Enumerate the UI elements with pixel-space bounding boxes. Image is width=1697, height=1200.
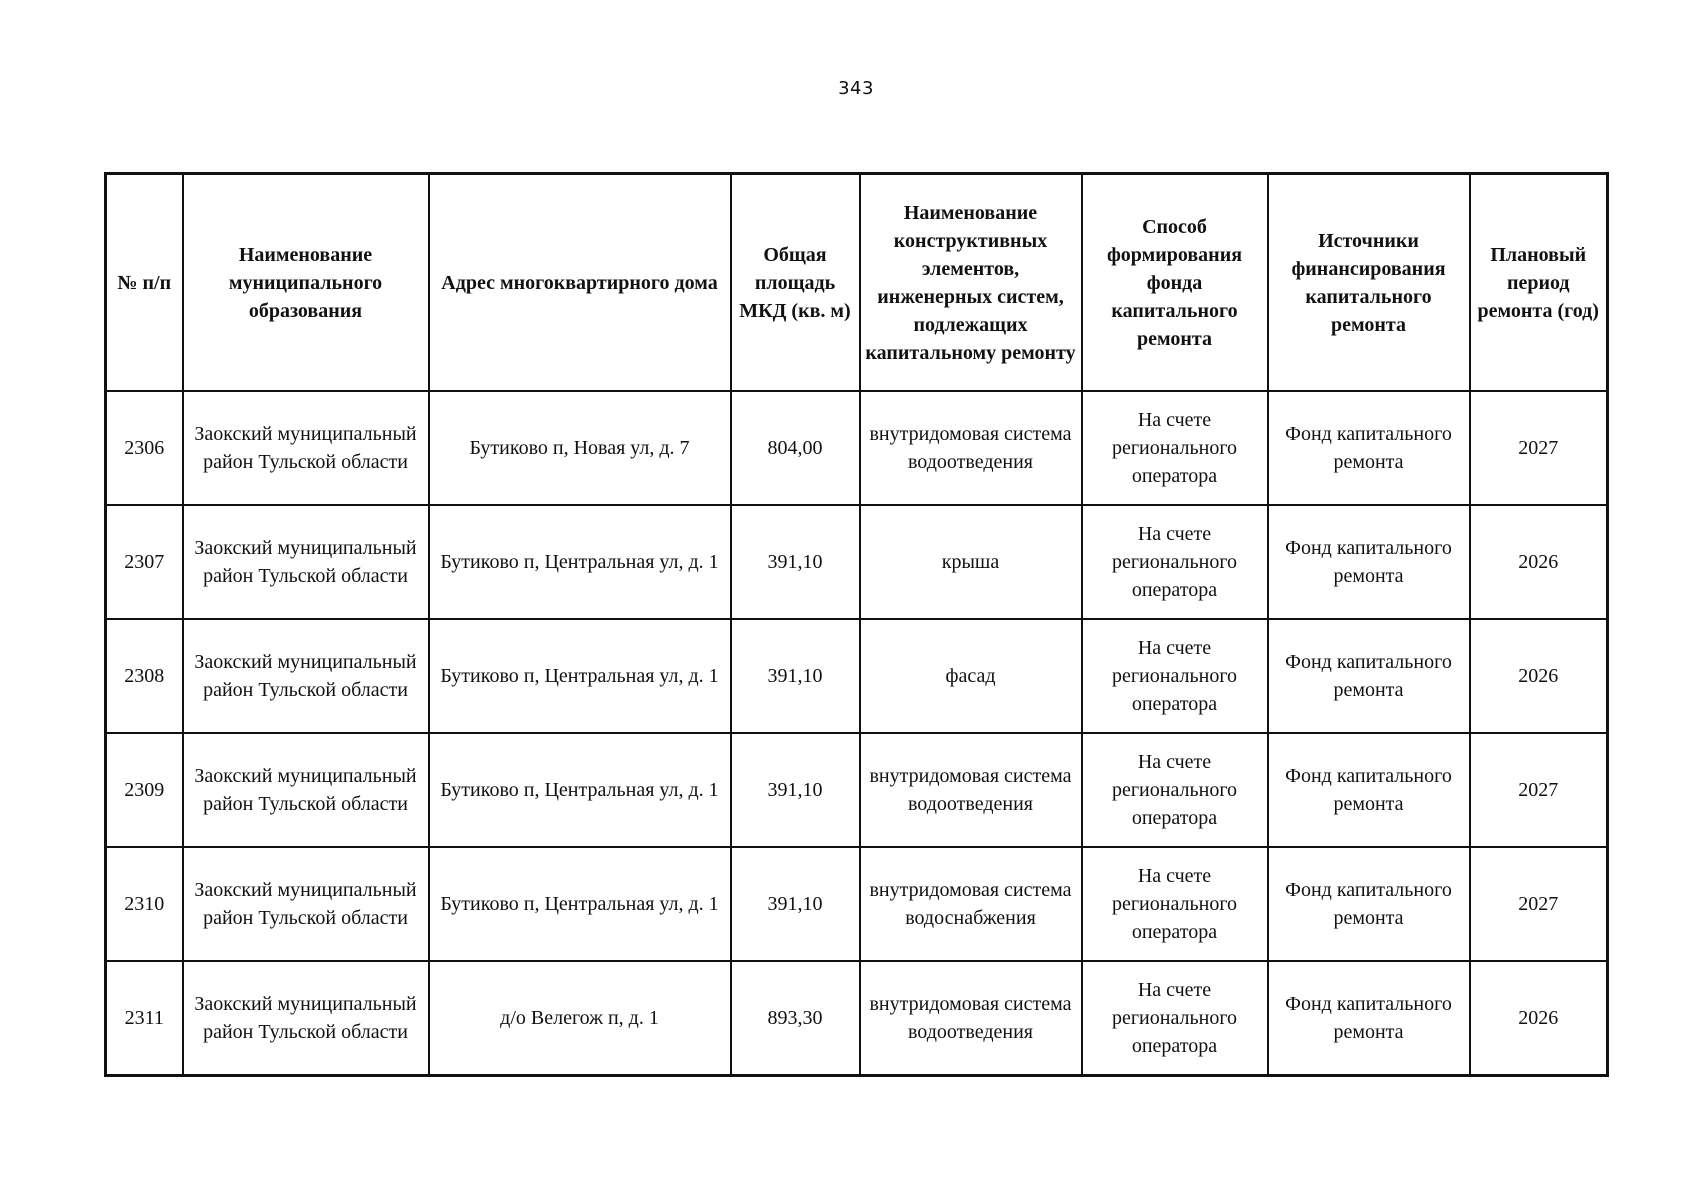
cell-funding-source: Фонд капитального ремонта — [1268, 391, 1470, 505]
table-row — [106, 961, 1608, 1076]
cell-address: Бутиково п, Центральная ул, д. 1 — [429, 733, 731, 847]
table-row — [106, 391, 1608, 505]
cell-number: 2306 — [106, 391, 183, 505]
cell-year: 2027 — [1470, 733, 1608, 847]
cell-funding-source: Фонд капитального ремонта — [1268, 619, 1470, 733]
cell-address: Бутиково п, Новая ул, д. 7 — [429, 391, 731, 505]
cell-municipality: Заокский муниципальный район Тульской области — [183, 619, 429, 733]
cell-fund-method: На счете регионального оператора — [1082, 961, 1268, 1076]
cell-year: 2026 — [1470, 619, 1608, 733]
col-header-year: Плановый период ремонта (год) — [1470, 174, 1608, 392]
cell-fund-method: На счете регионального оператора — [1082, 847, 1268, 961]
cell-area: 804,00 — [731, 391, 860, 505]
col-header-area: Общая площадь МКД (кв. м) — [731, 174, 860, 392]
cell-year: 2026 — [1470, 961, 1608, 1076]
cell-address: д/о Велегож п, д. 1 — [429, 961, 731, 1076]
cell-fund-method: На счете регионального оператора — [1082, 391, 1268, 505]
page-number: 343 — [838, 78, 874, 99]
cell-address: Бутиково п, Центральная ул, д. 1 — [429, 505, 731, 619]
col-header-fund-method: Способ формирования фонда капитального ремонта — [1082, 174, 1268, 392]
table-row — [106, 847, 1608, 961]
col-header-municipality: Наименование муниципального образования — [183, 174, 429, 392]
cell-area: 391,10 — [731, 619, 860, 733]
table-row — [106, 733, 1608, 847]
col-header-elements: Наименование конструктивных элементов, инженерных систем, подлежащих капитальному ремонту — [860, 174, 1082, 392]
table-row — [106, 619, 1608, 733]
cell-element: внутридомовая система водоотведения — [860, 733, 1082, 847]
cell-year: 2027 — [1470, 847, 1608, 961]
cell-number: 2309 — [106, 733, 183, 847]
cell-municipality: Заокский муниципальный район Тульской области — [183, 391, 429, 505]
cell-funding-source: Фонд капитального ремонта — [1268, 733, 1470, 847]
cell-address: Бутиково п, Центральная ул, д. 1 — [429, 847, 731, 961]
cell-municipality: Заокский муниципальный район Тульской области — [183, 847, 429, 961]
cell-number: 2308 — [106, 619, 183, 733]
cell-municipality: Заокский муниципальный район Тульской области — [183, 733, 429, 847]
header-row — [106, 174, 1608, 392]
cell-element: фасад — [860, 619, 1082, 733]
cell-fund-method: На счете регионального оператора — [1082, 505, 1268, 619]
cell-funding-source: Фонд капитального ремонта — [1268, 505, 1470, 619]
cell-fund-method: На счете регионального оператора — [1082, 733, 1268, 847]
cell-number: 2310 — [106, 847, 183, 961]
cell-fund-method: На счете регионального оператора — [1082, 619, 1268, 733]
cell-funding-source: Фонд капитального ремонта — [1268, 847, 1470, 961]
cell-area: 391,10 — [731, 733, 860, 847]
col-header-funding-source: Источники финансирования капитального ремонта — [1268, 174, 1470, 392]
cell-element: внутридомовая система водоотведения — [860, 961, 1082, 1076]
cell-year: 2026 — [1470, 505, 1608, 619]
cell-area: 893,30 — [731, 961, 860, 1076]
cell-element: внутридомовая система водоотведения — [860, 391, 1082, 505]
cell-number: 2311 — [106, 961, 183, 1076]
cell-element: внутридомовая система водоснабжения — [860, 847, 1082, 961]
cell-municipality: Заокский муниципальный район Тульской области — [183, 961, 429, 1076]
cell-element: крыша — [860, 505, 1082, 619]
cell-municipality: Заокский муниципальный район Тульской области — [183, 505, 429, 619]
col-header-address: Адрес многоквартирного дома — [429, 174, 731, 392]
cell-area: 391,10 — [731, 505, 860, 619]
cell-funding-source: Фонд капитального ремонта — [1268, 961, 1470, 1076]
col-header-number: № п/п — [106, 174, 183, 392]
table-row — [106, 505, 1608, 619]
cell-year: 2027 — [1470, 391, 1608, 505]
repair-schedule-table — [104, 172, 1609, 1077]
cell-number: 2307 — [106, 505, 183, 619]
cell-address: Бутиково п, Центральная ул, д. 1 — [429, 619, 731, 733]
cell-area: 391,10 — [731, 847, 860, 961]
